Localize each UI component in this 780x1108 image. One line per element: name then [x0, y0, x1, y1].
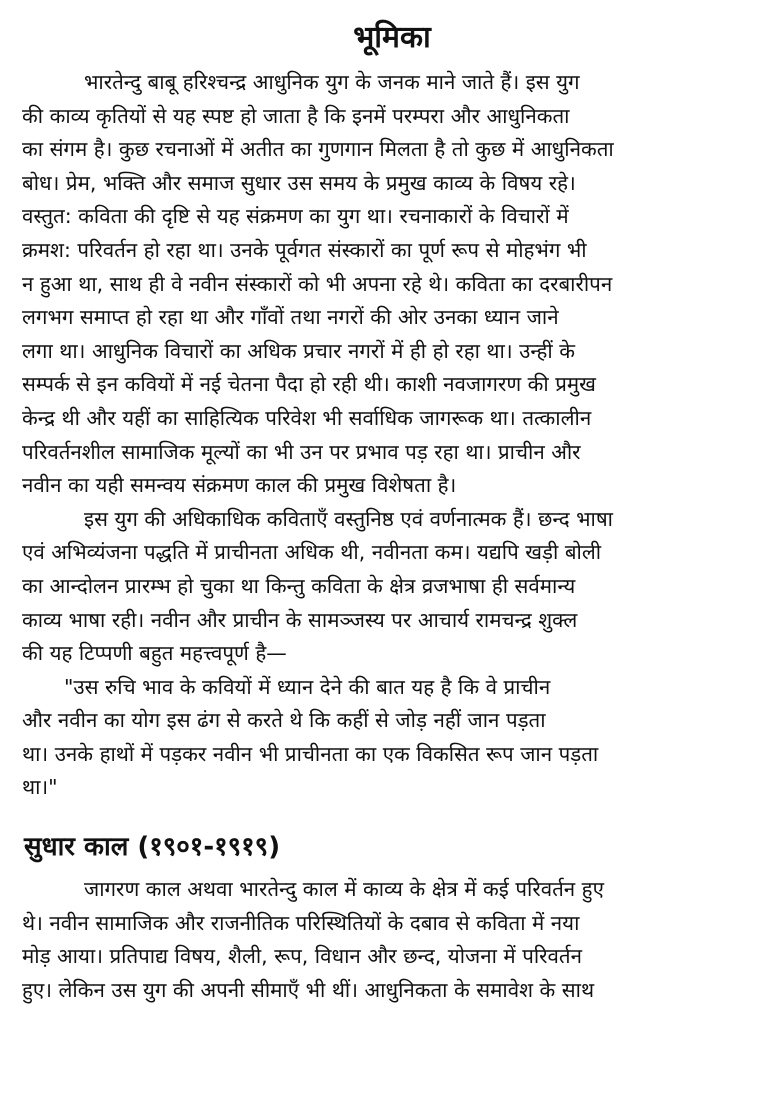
text-line: बोध। प्रेम, भक्ति और समाज सुधार उस समय के प्रमुख काव्य के विषय रहे।: [22, 170, 576, 195]
quote-line: और नवीन का योग इस ढंग से करते थे कि कहीं से जोड़ नहीं जान पड़ता: [22, 708, 546, 733]
text-line: सम्पर्क से इन कवियों में नई चेतना पैदा हो रही थी। काशी नवजागरण की प्रमुख: [22, 372, 596, 397]
text-line: हुए। लेकिन उस युग की अपनी सीमाएँ भी थीं। आधुनिकता के समावेश के साथ: [22, 977, 595, 1002]
text-line: लगभग समाप्त हो रहा था और गाँवों तथा नगरों की ओर उनका ध्यान जाने: [22, 305, 559, 330]
text-line: जागरण काल अथवा भारतेन्दु काल में काव्य के क्षेत्र में कई परिवर्तन हुए: [84, 877, 604, 902]
paragraph-style: [22, 503, 762, 671]
document-page: [22, 10, 762, 1007]
text-line: एवं अभिव्यंजना पद्धति में प्राचीनता अधिक थी, नवीनता कम। यद्यपि खड़ी बोली: [22, 540, 602, 565]
quote-line: था।": [22, 775, 58, 800]
text-line: वस्तुत: कविता की दृष्टि से यह संक्रमण का युग था। रचनाकारों के विचारों में: [22, 204, 569, 229]
text-line: परिवर्तनशील सामाजिक मूल्यों का भी उन पर प्रभाव पड़ रहा था। प्राचीन और: [22, 439, 581, 464]
paragraph-intro: [22, 66, 762, 503]
text-line: न हुआ था, साथ ही वे नवीन संस्कारों को भी अपना रहे थे। कविता का दरबारीपन: [22, 271, 613, 296]
text-line: का संगम है। कुछ रचनाओं में अतीत का गुणगान मिलता है तो कुछ में आधुनिकता: [22, 137, 614, 162]
text-line: भारतेन्दु बाबू हरिश्चन्द्र आधुनिक युग के जनक माने जाते हैं। इस युग: [84, 70, 580, 94]
text-line: लगा था। आधुनिक विचारों का अधिक प्रचार नगरों में ही हो रहा था। उन्हीं के: [22, 338, 575, 363]
block-quote: [22, 671, 762, 805]
spacer: [22, 805, 762, 825]
text-line: थे। नवीन सामाजिक और राजनीतिक परिस्थितियों के दबाव से कविता में नया: [22, 910, 580, 935]
text-line: मोड़ आया। प्रतिपाद्य विषय, शैली, रूप, विधान और छन्द, योजना में परिवर्तन: [22, 944, 582, 969]
text-line: नवीन का यही समन्वय संक्रमण काल की प्रमुख विशेषता है।: [22, 473, 457, 498]
text-line: की यह टिप्पणी बहुत महत्त्वपूर्ण है—: [22, 641, 287, 666]
section-heading: सुधार काल (१९०१-१९१९): [24, 832, 281, 863]
text-line: इस युग की अधिकाधिक कविताएँ वस्तुनिष्ठ एवं वर्णनात्मक हैं। छन्द भाषा: [84, 506, 613, 531]
quote-line: था। उनके हाथों में पड़कर नवीन भी प्राचीनता का एक विकसित रूप जान पड़ता: [22, 741, 599, 766]
page-title: भूमिका: [353, 20, 431, 55]
text-line: क्रमश: परिवर्तन हो रहा था। उनके पूर्वगत संस्कारों का पूर्ण रूप से मोहभंग भी: [22, 237, 587, 262]
text-line: की काव्य कृतियों से यह स्पष्ट हो जाता है कि इनमें परम्परा और आधुनिकता: [22, 103, 570, 128]
quote-line: "उस रुचि भाव के कवियों में ध्यान देने की बात यह है कि वे प्राचीन: [64, 674, 551, 699]
text-line: का आन्दोलन प्रारम्भ हो चुका था किन्तु कविता के क्षेत्र व्रजभाषा ही सर्वमान्य: [22, 573, 576, 598]
paragraph-reform-era: [22, 873, 762, 1007]
text-line: केन्द्र थी और यहीं का साहित्यिक परिवेश भी सर्वाधिक जागरूक था। तत्कालीन: [22, 405, 592, 430]
text-line: काव्य भाषा रही। नवीन और प्राचीन के सामञ्जस्य पर आचार्य रामचन्द्र शुक्ल: [22, 607, 578, 632]
